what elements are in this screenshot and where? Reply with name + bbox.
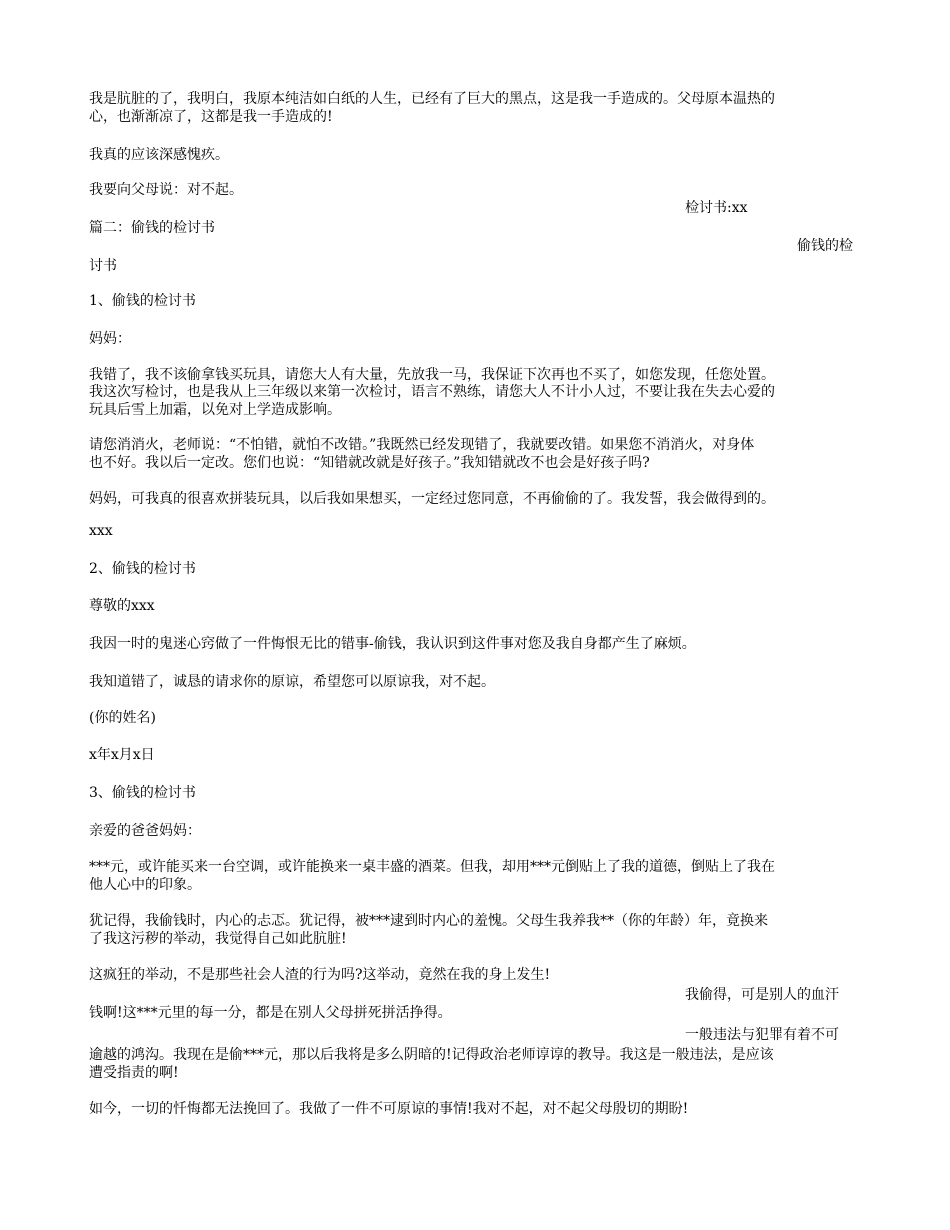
paragraph-line: 请您消消火，老师说：“不怕错，就怕不改错。”我既然已经发现错了，我就要改错。如果您不消消火，对身体 (89, 437, 755, 453)
paragraph-line: 一般违法与犯罪有着不可 (685, 1027, 839, 1043)
paragraph-line: 逾越的鸿沟。我现在是偷***元，那以后我将是多么阴暗的!记得政治老师谆谆的教导。我这是一般违法，是应该 (89, 1047, 774, 1063)
paragraph-line: ***元，或许能买来一台空调，或许能换来一桌丰盛的酒菜。但我，却用***元倒贴上了我的道德，倒贴上了我在 (89, 859, 775, 875)
date: x年x月x日 (89, 747, 155, 763)
paragraph-line: 我偷得，可是别人的血汗 (685, 987, 839, 1003)
paragraph-line: 我这次写检讨，也是我从上三年级以来第一次检讨，语言不熟练，请您大人不计小人过，不要让我在失去心爱的 (89, 384, 775, 400)
paragraph-line: 他人心中的印象。 (89, 877, 201, 893)
paragraph: 我知道错了，诚恳的请求你的原谅，希望您可以原谅我，对不起。 (89, 674, 495, 690)
paragraph-line: 了我这污秽的举动，我觉得自己如此肮脏! (89, 931, 347, 947)
paragraph-line: 我是肮脏的了，我明白，我原本纯洁如白纸的人生，已经有了巨大的黑点，这是我一手造成的。父母原本温热的 (89, 91, 775, 107)
paragraph: 我真的应该深感愧疚。 (89, 147, 229, 163)
letter-heading: 1、偷钱的检讨书 (89, 293, 196, 309)
letter-heading: 2、偷钱的检讨书 (89, 561, 196, 577)
paragraph: 我要向父母说：对不起。 (89, 182, 243, 198)
signature: 检讨书:xx (685, 200, 748, 216)
salutation: 妈妈： (89, 331, 131, 347)
paragraph: 如今，一切的忏悔都无法挽回了。我做了一件不可原谅的事情!我对不起，对不起父母殷切的期盼! (89, 1101, 689, 1117)
paragraph-line: 心，也渐渐凉了，这都是我一手造成的! (89, 109, 333, 125)
title-fragment: 偷钱的检 (797, 238, 853, 254)
salutation: 亲爱的爸爸妈妈： (89, 823, 201, 839)
paragraph-line: 玩具后雪上加霜，以免对上学造成影响。 (89, 402, 341, 418)
paragraph: 我因一时的鬼迷心窍做了一件悔恨无比的错事-偷钱，我认识到这件事对您及我自身都产生了麻烦。 (89, 636, 696, 652)
paragraph-line: 犹记得，我偷钱时，内心的忐忑。犹记得，被***逮到时内心的羞愧。父母生我养我**（你的年龄）年，竟换来 (89, 913, 768, 929)
paragraph: 这疯狂的举动，不是那些社会人渣的行为吗?这举动，竟然在我的身上发生! (89, 967, 551, 983)
signature: xxx (89, 523, 113, 539)
paragraph-line: 钱啊!这***元里的每一分，都是在别人父母拼死拼活挣得。 (89, 1005, 452, 1021)
title-fragment: 讨书 (89, 258, 117, 274)
paragraph: 妈妈，可我真的很喜欢拼装玩具，以后我如果想买，一定经过您同意，不再偷偷的了。我发誓，我会做得到的。 (89, 491, 775, 507)
signature-name: (你的姓名) (89, 710, 156, 726)
letter-heading: 3、偷钱的检讨书 (89, 785, 196, 801)
section-title: 篇二：偷钱的检讨书 (89, 220, 215, 236)
paragraph-line: 遭受指责的啊! (89, 1065, 179, 1081)
salutation: 尊敬的xxx (89, 598, 155, 614)
paragraph-line: 也不好。我以后一定改。您们也说：“知错就改就是好孩子。”我知错就改不也会是好孩子吗? (89, 455, 650, 471)
paragraph-line: 我错了，我不该偷拿钱买玩具，请您大人有大量，先放我一马，我保证下次再也不买了，如您发现，任您处置。 (89, 367, 775, 383)
